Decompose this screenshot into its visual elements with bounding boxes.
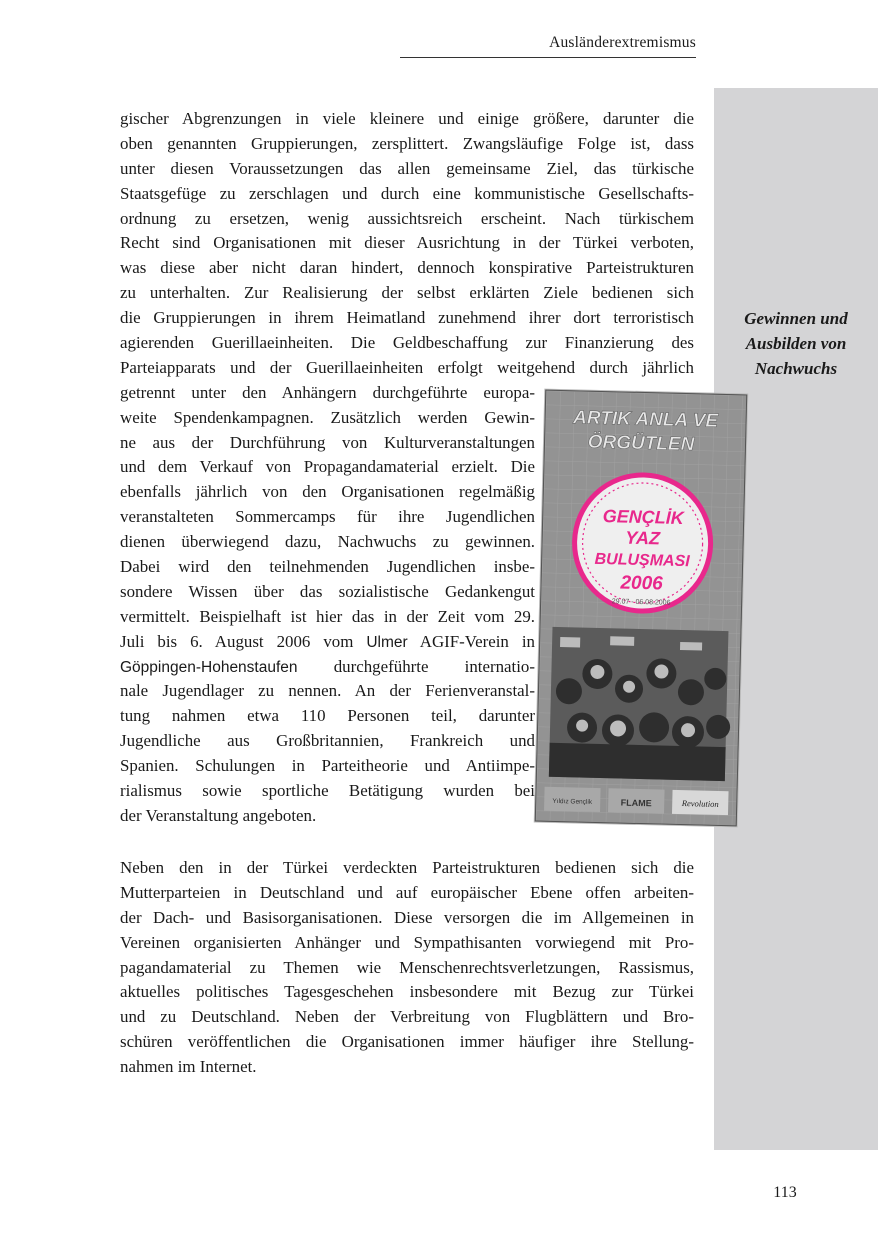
- text-line: Parteiapparats und der Guerillaeinheiten erfolgt weitgehend durch jährlich: [120, 357, 694, 377]
- text-fragment: durchgeführte internatio-: [297, 656, 535, 676]
- margin-note-line: Ausbilden von: [745, 334, 847, 353]
- text-line: der Dach- und Basisorganisationen. Diese versorgen die im Allgemeinen in: [120, 907, 694, 927]
- page-number: 113: [773, 1184, 797, 1201]
- text-line: die Gruppierungen in ihrem Heimatland zunehmend ihrer dort terroristisch: [120, 308, 694, 328]
- text-line: pagandamaterial zu Themen wie Menschenrechtsverletzungen, Rassismus,: [120, 957, 694, 977]
- text-line: gischer Abgrenzungen in viele kleinere und einige größere, darunter die: [120, 109, 694, 128]
- text-line: der Veranstaltung angeboten.: [120, 805, 317, 825]
- place-name-ulmer: Ulmer: [366, 633, 408, 651]
- text-line: und dem Verkauf von Propagandamaterial erzielt. Die: [120, 457, 535, 477]
- text-line: ebenfalls jährlich von den Organisationen regelmäßig: [120, 482, 535, 502]
- poster-circle-dates: 29.07 - 06.08.2006: [611, 598, 671, 607]
- poster-circle-line4: 2006: [620, 572, 663, 595]
- place-name-goeppingen: Göppingen-Hohenstaufen: [120, 658, 298, 676]
- poster-logo-2: FLAME: [620, 797, 652, 809]
- text-line: nale Jugendlager zu nennen. An der Ferienveranstal-: [120, 681, 535, 701]
- text-line: schüren veröffentlichen die Organisationen immer häufiger ihre Stellung-: [120, 1032, 694, 1052]
- text-line: Neben den in der Türkei verdeckten Parteistrukturen bedienen sich die: [120, 858, 694, 877]
- poster-logo-3: Revolution: [681, 798, 719, 809]
- text-line: unter diesen Voraussetzungen das allen gemeinsame Ziel, das türkische: [120, 158, 694, 178]
- text-line: Jugendliche aus Großbritannien, Frankreich und: [120, 731, 535, 751]
- text-line: getrennt unter den Anhängern durchgeführte europa-: [120, 382, 535, 402]
- text-line: oben genannten Gruppierungen, zersplittert. Zwangsläufige Folge ist, dass: [120, 133, 694, 153]
- margin-note-line: Nachwuchs: [754, 359, 838, 378]
- text-line: vermittelt. Beispielhaft ist hier das in der Zeit vom 29.: [120, 606, 535, 626]
- text-line: dienen überwiegend dazu, Nachwuchs zu gewinnen.: [120, 532, 535, 552]
- text-line: agierenden Guerillaeinheiten. Die Geldbeschaffung zur Finanzierung des: [120, 333, 694, 353]
- text-line: Vereinen organisierten Anhänger und Sympathisanten vorwiegend mit Pro-: [120, 932, 694, 952]
- text-line: nahmen im Internet.: [120, 1057, 257, 1077]
- text-line: tung nahmen etwa 110 Personen teil, darunter: [120, 706, 535, 726]
- text-line: ordnung zu ersetzen, wenig aussichtsreich erscheint. Nach türkischem: [120, 208, 694, 228]
- text-line: Staatsgefüge zu zerschlagen und durch eine kommunistische Gesellschafts-: [120, 183, 694, 203]
- text-line: zu unterhalten. Zur Realisierung der selbst erklärten Ziele bedienen sich: [120, 283, 694, 303]
- margin-note: [722, 306, 870, 381]
- text-line: [120, 655, 535, 680]
- poster-logo-1: Yıldız Gençlik: [552, 797, 593, 806]
- poster-image: [535, 390, 747, 827]
- text-line: Recht sind Organisationen mit dieser Ausrichtung in der Türkei verboten,: [120, 233, 694, 253]
- poster-header-line2: ÖRGÜTLEN: [587, 431, 695, 456]
- poster-circle-line1: GENÇLİK: [602, 506, 684, 529]
- text-line: und zu Deutschland. Neben der Verbreitung von Flugblättern und Bro-: [120, 1007, 694, 1027]
- text-line: veranstalteten Sommercamps für ihre Jugendlichen: [120, 507, 535, 527]
- text-line: rialismus sowie sportliche Betätigung wurden bei: [120, 781, 535, 801]
- poster-circle-line2: YAZ: [625, 527, 661, 549]
- text-line: [120, 630, 535, 655]
- text-line: aktuelles politisches Tagesgeschehen insbesondere mit Bezug zur Türkei: [120, 982, 694, 1002]
- paragraph-2: [120, 856, 694, 1080]
- text-fragment: AGIF-Verein in: [407, 631, 535, 651]
- text-line: was diese aber nicht daran hindert, dennoch konspirative Parteistrukturen: [120, 258, 694, 278]
- text-line: Mutterparteien in Deutschland und auf europäischer Ebene offen arbeiten-: [120, 882, 694, 902]
- running-head: Ausländerextremismus: [400, 34, 696, 58]
- text-line: Dabei wird den teilnehmenden Jugendlichen insbe-: [120, 557, 535, 577]
- margin-note-line: Gewinnen und: [744, 309, 848, 328]
- text-line: ne aus der Durchführung von Kulturveranstaltungen: [120, 432, 535, 452]
- text-fragment: Juli bis 6. August 2006 vom: [120, 631, 367, 651]
- text-line: sondere Wissen über das sozialistische Gedankengut: [120, 581, 535, 601]
- text-line: weite Spendenkampagnen. Zusätzlich werden Gewin-: [120, 407, 535, 427]
- poster-header-line1: ARTIK ANLA VE: [572, 407, 719, 432]
- poster-circle-line3: BULUŞMASI: [594, 550, 690, 571]
- text-line: Spanien. Schulungen in Parteitheorie und Antiimpe-: [120, 756, 535, 776]
